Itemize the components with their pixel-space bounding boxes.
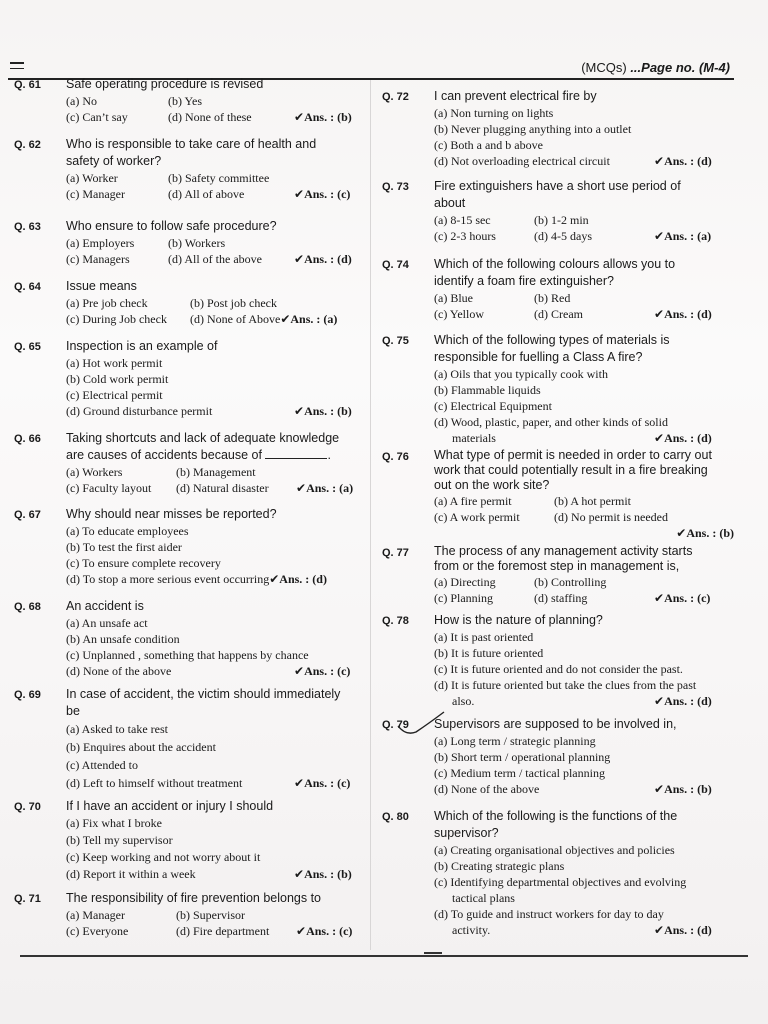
question-number: Q. 73: [382, 181, 409, 193]
question-text: In case of accident, the victim should immediately: [66, 687, 341, 701]
pen-mark-icon: [392, 710, 452, 740]
option-a: (a) Blue: [434, 291, 473, 305]
question-73: [382, 178, 734, 256]
answer: [294, 774, 350, 792]
question-text: Safe operating procedure is revised: [66, 77, 264, 91]
question-78: [382, 612, 734, 716]
question-number: Q. 65: [14, 341, 41, 353]
option-c: (c) Attended to: [66, 758, 138, 772]
question-text-line-2: about: [434, 196, 466, 210]
check-icon: ✔: [676, 526, 687, 540]
answer-value: (c): [337, 776, 351, 790]
question-64: [14, 278, 366, 338]
answer-value: (b): [697, 782, 712, 796]
header-page-number: (M-4): [698, 60, 730, 75]
option-c: (c) Both a and b above: [434, 138, 543, 152]
option-d: (d) 4-5 days: [534, 229, 592, 243]
answer-value: (d): [697, 431, 712, 445]
question-text: What type of permit is needed in order to carry out: [434, 448, 712, 462]
option-c: (c) Planning: [434, 591, 493, 605]
question-number: Q. 80: [382, 811, 409, 823]
question-number: Q. 69: [14, 689, 41, 701]
answer-label: Ans. :: [664, 154, 695, 168]
answer-value: (b): [337, 110, 352, 124]
option-b: (b) Workers: [168, 236, 226, 250]
answer: [654, 590, 710, 606]
question-text: The responsibility of fire prevention belongs to: [66, 891, 322, 905]
answer-label: Ans. :: [290, 312, 321, 326]
option-a: (a) Manager: [66, 908, 125, 922]
answer-value: (c): [337, 664, 351, 678]
check-icon: ✔: [296, 481, 307, 495]
check-icon: ✔: [296, 924, 307, 938]
option-d: (d) staffing: [534, 591, 588, 605]
option-c: (c) Can’t say: [66, 110, 128, 124]
answer-label: Ans. :: [306, 924, 337, 938]
option-b: (b) Controlling: [534, 575, 607, 589]
answer-value: (d): [697, 154, 712, 168]
option-b: (b) Safety committee: [168, 171, 270, 185]
option-a: (a) Oils that you typically cook with: [434, 367, 608, 381]
question-number: Q. 63: [14, 221, 41, 233]
question-66: Q. 66 Taking shortcuts and lack of adequate knowledge are causes of accidents because of . (a) Workers (b) Management (c) Faculty layout (d) Natural disaster ✔Ans. : (a): [14, 430, 366, 506]
answer-label: Ans. :: [664, 591, 695, 605]
page-title: [581, 60, 730, 75]
question-number: Q. 71: [14, 893, 41, 905]
option-a: (a) Workers: [66, 465, 123, 479]
question-72: [382, 88, 734, 178]
option-d: (d) To stop a more serious event occurring: [66, 572, 270, 586]
option-c: (c) Electrical permit: [66, 388, 163, 402]
question-number: Q. 64: [14, 281, 41, 293]
question-number: Q. 78: [382, 615, 409, 627]
option-d: (d) Cream: [534, 307, 583, 321]
answer-label: Ans. :: [304, 252, 335, 266]
option-b: (b) It is future oriented: [434, 646, 544, 660]
question-text: Taking shortcuts and lack of adequate knowledge: [66, 431, 340, 445]
question-71: [14, 890, 366, 944]
question-text-line-2: identify a foam fire extinguisher?: [434, 274, 614, 288]
question-text: Who is responsible to take care of health and: [66, 137, 317, 151]
answer-value: (b): [337, 404, 352, 418]
answer-value: (a): [323, 312, 338, 326]
option-d-line-2: activity.: [452, 923, 491, 937]
check-icon: ✔: [654, 591, 665, 605]
option-b: (b) Supervisor: [176, 908, 245, 922]
question-text: An accident is: [66, 599, 144, 613]
answer: [280, 311, 337, 327]
answer: [654, 693, 712, 709]
answer-label: Ans. :: [304, 664, 335, 678]
option-d: (d) All of above: [168, 187, 245, 201]
option-a: (a) Directing: [434, 575, 496, 589]
option-d-line-2: also.: [452, 694, 475, 708]
answer-value: (a): [697, 229, 712, 243]
answer-label: Ans. :: [664, 431, 695, 445]
check-icon: ✔: [654, 431, 665, 445]
answer-label: Ans. :: [304, 404, 335, 418]
question-text-line-2: be: [66, 704, 80, 718]
question-number: Q. 74: [382, 259, 409, 271]
answer-value: (c): [697, 591, 711, 605]
question-79: [382, 716, 734, 808]
option-c: (c) A work permit: [434, 510, 520, 524]
answer: [294, 403, 352, 419]
option-b: (b) Yes: [168, 94, 203, 108]
option-d: (d) It is future oriented but take the clues from the past: [434, 678, 697, 692]
option-a: (a) Worker: [66, 171, 118, 185]
answer-label: Ans. :: [664, 694, 695, 708]
question-number: Q. 72: [382, 91, 409, 103]
option-c: (c) 2-3 hours: [434, 229, 496, 243]
option-c: (c) Electrical Equipment: [434, 399, 552, 413]
question-text-line-3: out on the work site?: [434, 478, 550, 492]
check-icon: ✔: [294, 252, 305, 266]
option-c: (c) During Job check: [66, 312, 167, 326]
option-a: (a) No: [66, 94, 97, 108]
option-d: (d) All of the above: [168, 252, 262, 266]
check-icon: ✔: [294, 664, 305, 678]
left-column: [14, 76, 366, 944]
answer-label: Ans. :: [664, 307, 695, 321]
question-text: Which of the following types of materials is: [434, 333, 670, 347]
header-prefix: (MCQs): [581, 60, 627, 75]
question-68: [14, 598, 366, 686]
option-c: (c) Medium term / tactical planning: [434, 766, 605, 780]
answer-label: Ans. :: [304, 187, 335, 201]
option-b: (b) 1-2 min: [534, 213, 589, 227]
option-d: (d) None of these: [168, 110, 252, 124]
option-a: (a) A fire permit: [434, 494, 512, 508]
option-a: (a) Asked to take rest: [66, 722, 168, 736]
question-text: Issue means: [66, 279, 137, 293]
option-a: (a) Employers: [66, 236, 135, 250]
option-b: (b) Flammable liquids: [434, 383, 541, 397]
question-text: Inspection is an example of: [66, 339, 218, 353]
answer-value: (b): [719, 526, 734, 540]
option-a: (a) To educate employees: [66, 524, 189, 538]
question-text-line-2: supervisor?: [434, 826, 499, 840]
answer-label: Ans. :: [664, 923, 695, 937]
check-icon: ✔: [654, 694, 665, 708]
answer-label: Ans. :: [279, 572, 310, 586]
check-icon: ✔: [654, 782, 665, 796]
option-b: (b) Enquires about the accident: [66, 740, 216, 754]
footer-rule: [20, 955, 748, 957]
answer-label: Ans. :: [664, 782, 695, 796]
option-a: (a) It is past oriented: [434, 630, 534, 644]
option-d: (d) Ground disturbance permit: [66, 404, 213, 418]
question-text-line-2: from or the foremost step in management is,: [434, 559, 680, 573]
check-icon: ✔: [654, 923, 665, 937]
answer-label: Ans. :: [304, 776, 335, 790]
option-d-line-2: materials: [452, 431, 496, 445]
check-icon: ✔: [654, 154, 665, 168]
question-75: [382, 332, 734, 448]
option-c: (c) Everyone: [66, 924, 129, 938]
option-d: (d) Left to himself without treatment: [66, 776, 243, 790]
option-d: (d) Report it within a week: [66, 867, 196, 881]
question-number: Q. 68: [14, 601, 41, 613]
answer: [294, 109, 352, 125]
option-c: (c) Unplanned , something that happens by chance: [66, 648, 309, 662]
option-a: (a) Hot work permit: [66, 356, 163, 370]
option-d: (d) None of the above: [434, 782, 540, 796]
option-a: (a) 8-15 sec: [434, 213, 491, 227]
check-icon: ✔: [654, 229, 665, 243]
option-b: (b) An unsafe condition: [66, 632, 180, 646]
answer: [294, 663, 350, 679]
option-c: (c) Faculty layout: [66, 481, 152, 495]
right-column: [382, 88, 734, 938]
answer-value: (c): [337, 187, 351, 201]
answer-label: Ans. :: [306, 481, 337, 495]
question-70: [14, 798, 366, 890]
question-61: [14, 76, 366, 136]
answer-value: (d): [697, 307, 712, 321]
option-c: (c) Identifying departmental objectives and evolving: [434, 875, 687, 889]
question-text: Fire extinguishers have a short use period of: [434, 179, 681, 193]
question-text-line-2: work that could potentially result in a fire breaking: [434, 463, 708, 477]
option-c: (c) To ensure complete recovery: [66, 556, 221, 570]
option-d: (d) Fire department: [176, 924, 270, 938]
answer-value: (d): [312, 572, 327, 586]
option-d: (d) Wood, plastic, paper, and other kinds of solid: [434, 415, 668, 429]
question-number: Q. 70: [14, 801, 41, 813]
answer: [654, 228, 711, 244]
question-number: Q. 77: [382, 547, 409, 559]
question-number: Q. 75: [382, 335, 409, 347]
option-d: (d) None of Above: [190, 312, 281, 326]
question-62: [14, 136, 366, 218]
question-text: I can prevent electrical fire by: [434, 89, 597, 103]
question-number: Q. 61: [14, 79, 41, 91]
check-icon: ✔: [294, 867, 305, 881]
answer: [654, 430, 712, 446]
option-c: (c) Yellow: [434, 307, 484, 321]
question-text: Which of the following is the functions of the: [434, 809, 678, 823]
option-b: (b) To test the first aider: [66, 540, 182, 554]
question-65: [14, 338, 366, 430]
option-a: (a) Non turning on lights: [434, 106, 554, 120]
check-icon: ✔: [269, 572, 280, 586]
answer: [676, 525, 734, 541]
question-69: [14, 686, 366, 798]
question-number: Q. 66: [14, 433, 41, 445]
question-number: Q. 76: [382, 451, 409, 463]
question-text: How is the nature of planning?: [434, 613, 603, 627]
check-icon: ✔: [654, 307, 665, 321]
option-b: (b) Never plugging anything into a outlet: [434, 122, 632, 136]
check-icon: ✔: [294, 404, 305, 418]
check-icon: ✔: [294, 110, 305, 124]
option-d: (d) Natural disaster: [176, 481, 269, 495]
question-63: [14, 218, 366, 278]
question-text-line-2: safety of worker?: [66, 154, 162, 168]
option-b: (b) Short term / operational planning: [434, 750, 611, 764]
check-icon: ✔: [294, 776, 305, 790]
answer: [294, 866, 352, 883]
column-divider: [370, 80, 371, 950]
answer: [296, 480, 353, 496]
answer-label: Ans. :: [686, 526, 717, 540]
answer-label: Ans. :: [304, 110, 335, 124]
question-77: [382, 544, 734, 612]
answer-blank: [265, 448, 327, 459]
question-number: Q. 79: [382, 719, 409, 731]
option-b: (b) Tell my supervisor: [66, 833, 173, 847]
question-number: Q. 62: [14, 139, 41, 151]
question-80: [382, 808, 734, 938]
option-d: (d) To guide and instruct workers for day to day: [434, 907, 664, 921]
question-text: If I have an accident or injury I should: [66, 799, 274, 813]
option-c: (c) Managers: [66, 252, 130, 266]
option-b: (b) A hot permit: [554, 494, 631, 508]
question-67: [14, 506, 366, 598]
check-icon: ✔: [280, 312, 291, 326]
question-text: Who ensure to follow safe procedure?: [66, 219, 277, 233]
option-d: (d) None of the above: [66, 664, 172, 678]
footer-mark: [424, 952, 442, 958]
answer: [654, 306, 712, 322]
option-c: (c) Keep working and not worry about it: [66, 850, 261, 864]
option-b: (b) Creating strategic plans: [434, 859, 565, 873]
option-b: (b) Post job check: [190, 296, 277, 310]
option-a: (a) Fix what I broke: [66, 816, 162, 830]
question-text: Supervisors are supposed to be involved in,: [434, 717, 677, 731]
answer-value: (d): [697, 694, 712, 708]
question-74: [382, 256, 734, 332]
option-a: (a) An unsafe act: [66, 616, 148, 630]
option-a: (a) Creating organisational objectives and policies: [434, 843, 675, 857]
option-b: (b) Red: [534, 291, 571, 305]
answer: [296, 923, 352, 939]
option-b: (b) Cold work permit: [66, 372, 169, 386]
question-text: The process of any management activity starts: [434, 544, 693, 558]
option-b: (b) Management: [176, 465, 256, 479]
check-icon: ✔: [294, 187, 305, 201]
option-c: (c) Manager: [66, 187, 125, 201]
answer: [269, 571, 327, 587]
option-d: (d) No permit is needed: [554, 510, 668, 524]
question-text: Why should near misses be reported?: [66, 507, 277, 521]
question-text-line-2: are causes of accidents because of: [66, 448, 262, 462]
answer: [294, 186, 350, 202]
question-text: Which of the following colours allows you to: [434, 257, 676, 271]
answer-label: Ans. :: [664, 229, 695, 243]
header-page-label: ...Page no.: [630, 60, 696, 75]
option-d: (d) Not overloading electrical circuit: [434, 154, 610, 168]
option-c-line-2: tactical plans: [452, 891, 515, 905]
answer: [654, 922, 712, 938]
question-76: [382, 448, 734, 544]
answer: [294, 251, 352, 267]
corner-decoration: [10, 62, 24, 69]
answer-label: Ans. :: [304, 867, 335, 881]
answer-value: (b): [337, 867, 352, 881]
option-c: (c) It is future oriented and do not consider the past.: [434, 662, 683, 676]
question-text-line-2: responsible for fuelling a Class A fire?: [434, 350, 643, 364]
answer: [654, 781, 712, 797]
answer-value: (d): [337, 252, 352, 266]
question-number: Q. 67: [14, 509, 41, 521]
answer-value: (a): [339, 481, 354, 495]
option-a: (a) Long term / strategic planning: [434, 734, 596, 748]
answer-value: (d): [697, 923, 712, 937]
answer: [654, 153, 712, 169]
answer-value: (c): [339, 924, 353, 938]
option-a: (a) Pre job check: [66, 296, 148, 310]
